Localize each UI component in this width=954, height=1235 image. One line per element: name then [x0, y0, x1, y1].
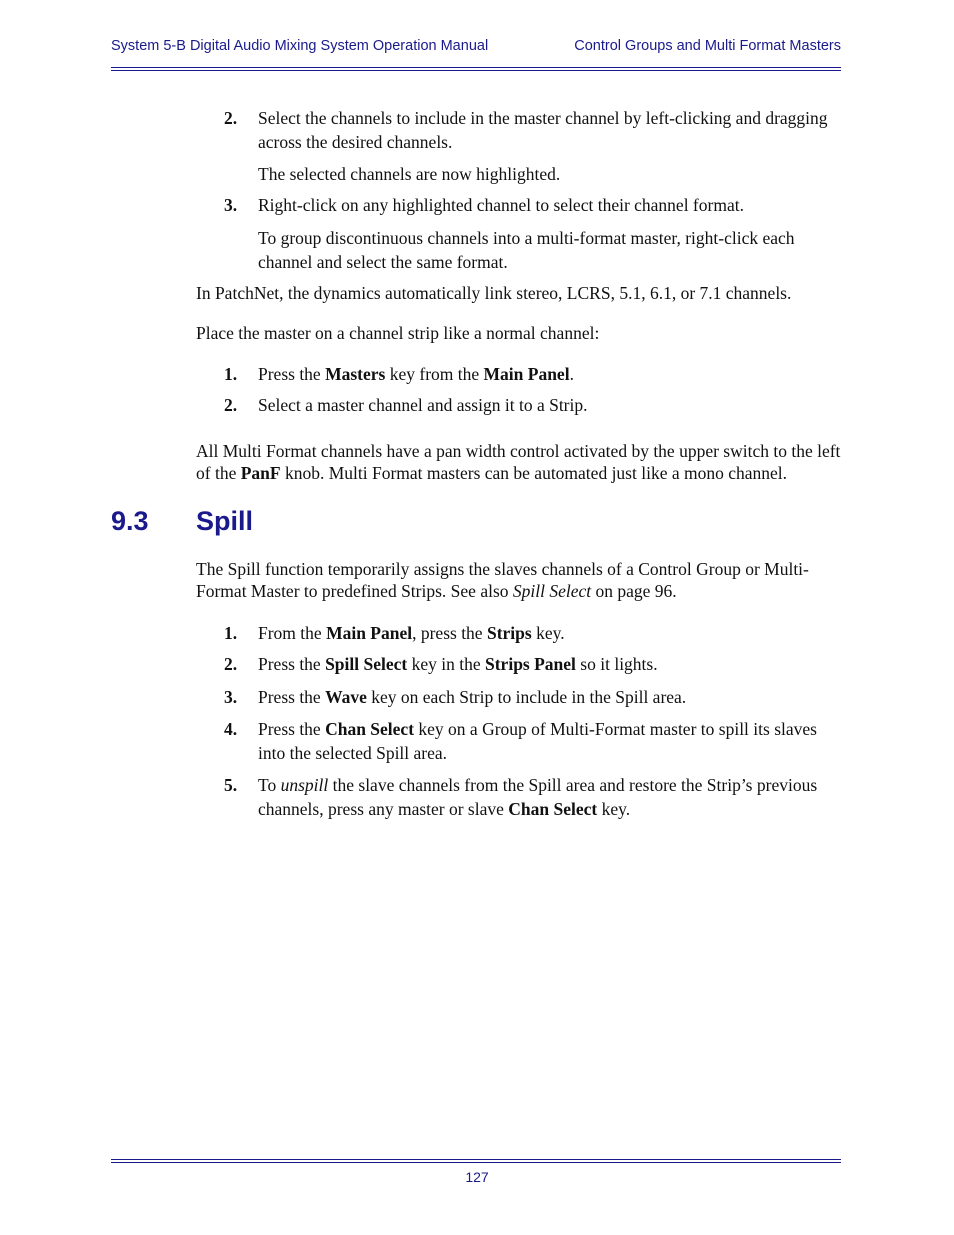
step-number: 2.: [224, 395, 238, 415]
step-text: Press the Masters key from the Main Panel.: [258, 364, 574, 384]
step-text: To unspill the slave channels from the Spill area and restore the Strip’s previous channels, press any master or slave Chan Select key.: [258, 775, 818, 819]
step-text: From the Main Panel, press the Strips key.: [258, 623, 565, 643]
step-text: Press the Chan Select key on a Group of Multi-Format master to spill its slaves into the selected Spill area.: [258, 719, 817, 763]
step-text: Select the channels to include in the master channel by left-clicking and dragging across the desired channels.: [258, 108, 828, 152]
step-number: 5.: [224, 775, 238, 795]
section-number: 9.3: [111, 506, 149, 536]
header-manual-title: System 5-B Digital Audio Mixing System Operation Manual: [111, 38, 489, 54]
step-note: The selected channels are now highlighted.: [258, 164, 561, 184]
step-number: 2.: [224, 108, 238, 128]
step-number: 1.: [224, 623, 238, 643]
footer-rule-bottom: [111, 1162, 841, 1163]
section-title: Spill: [196, 506, 254, 536]
step-note: To group discontinuous channels into a multi-format master, right-click each channel and select the same format.: [258, 228, 795, 272]
page-number: 127: [465, 1169, 489, 1185]
paragraph-place-master: Place the master on a channel strip like a normal channel:: [196, 323, 600, 343]
step-number: 4.: [224, 719, 238, 739]
step-text: Select a master channel and assign it to a Strip.: [258, 395, 588, 415]
step-text: Right-click on any highlighted channel to select their channel format.: [258, 195, 744, 215]
step-text: Press the Spill Select key in the Strips Panel so it lights.: [258, 654, 658, 674]
header-chapter-title: Control Groups and Multi Format Masters: [574, 38, 841, 54]
paragraph-multi-format: All Multi Format channels have a pan width control activated by the upper switch to the left of the PanF knob. Multi Format masters can be automated just like a mono channel.: [196, 441, 841, 483]
header-rule-bottom: [111, 70, 841, 71]
header-rule-top: [111, 67, 841, 68]
footer-rule-top: [111, 1159, 841, 1160]
step-text: Press the Wave key on each Strip to include in the Spill area.: [258, 687, 687, 707]
step-number: 2.: [224, 654, 238, 674]
paragraph-patchnet: In PatchNet, the dynamics automatically link stereo, LCRS, 5.1, 6.1, or 7.1 channels.: [196, 283, 792, 303]
cross-reference-link: Spill Select: [512, 581, 592, 601]
paragraph-spill-intro: The Spill function temporarily assigns the slaves channels of a Control Group or Multi-Format Master to predefined Strips. See also Spill Select on page 96.: [196, 559, 809, 601]
step-number: 1.: [224, 364, 238, 384]
step-number: 3.: [224, 687, 238, 707]
step-number: 3.: [224, 195, 238, 215]
